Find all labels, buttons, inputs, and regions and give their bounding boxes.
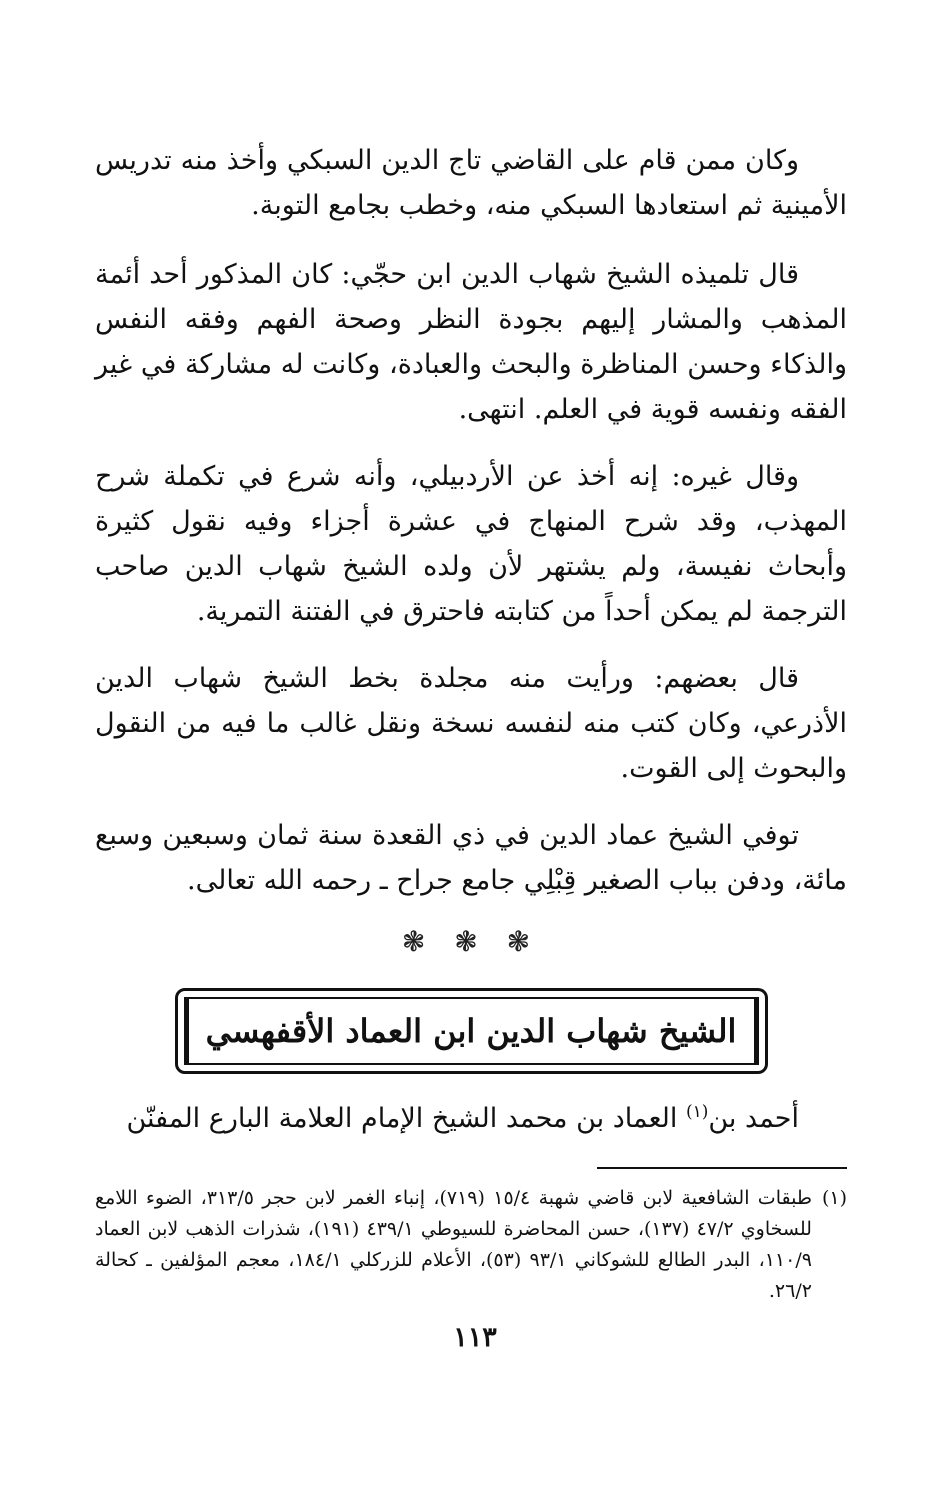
paragraph-1: وكان ممن قام على القاضي تاج الدين السبكي وأخذ منه تدريس الأمينية ثم استعادها السبكي منه، وخطب بجامع التوبة. xyxy=(95,145,847,221)
footnote-number: (١) xyxy=(821,1187,847,1209)
footnote-separator xyxy=(597,1167,847,1169)
section-title: الشيخ شهاب الدين ابن العماد الأقفهسي xyxy=(184,997,759,1065)
footnote xyxy=(95,1183,847,1307)
footnote-reference[interactable]: (١) xyxy=(685,1102,709,1122)
page-number: ١١٣ xyxy=(453,1322,497,1353)
page-body xyxy=(95,138,847,1307)
paragraph-2: قال تلميذه الشيخ شهاب الدين ابن حجّي: كان المذكور أحد أئمة المذهب والمشار إليهم بجودة النظر وصحة الفهم وفقه النفس والذكاء وحسن المناظرة والبحث والعبادة، وكانت له مشاركة في غير الفقه ونفسه قوية في العلم. انتهى. xyxy=(95,259,847,425)
footnote-text: طبقات الشافعية لابن قاضي شهبة ١٥/٤ (٧١٩)، إنباء الغمر لابن حجر ٣١٣/٥، الضوء اللامع للسخاوي ٤٧/٢ (١٣٧)، حسن المحاضرة للسيوطي ٤٣٩/١ (١٩١)، شذرات الذهب لابن العماد ١١٠/٩، البدر الطالع للشوكاني ٩٣/١ (٥٣)، الأعلام للزركلي ١٨٤/١، معجم المؤلفين ـ كحالة ٢٦/٢. xyxy=(95,1187,812,1302)
intro-text-start: أحمد بن xyxy=(708,1103,799,1134)
biography-intro xyxy=(95,1096,847,1141)
intro-text-end: العماد بن محمد الشيخ الإمام العلامة البارع المفنّن xyxy=(126,1103,686,1134)
paragraph-3: وقال غيره: إنه أخذ عن الأردبيلي، وأنه شرع في تكملة شرح المهذب، وقد شرح المنهاج في عشرة أجزاء وفيه نقول كثيرة وأبحاث نفيسة، ولم يشتهر لأن ولده الشيخ شهاب الدين صاحب الترجمة لم يمكن أحداً من كتابته فاحترق في الفتنة التمرية. xyxy=(95,461,847,627)
paragraph-4: قال بعضهم: ورأيت منه مجلدة بخط الشيخ شهاب الدين الأذرعي، وكان كتب منه لنفسه نسخة ونقل غالب ما فيه من النقول والبحوث إلى القوت. xyxy=(95,663,847,784)
ornament-divider: ❃ ❃ ❃ xyxy=(401,925,541,958)
section-title-frame xyxy=(175,988,768,1074)
paragraph-5: توفي الشيخ عماد الدين في ذي القعدة سنة ثمان وسبعين وسبع مائة، ودفن بباب الصغير قِبْلِي جامع جراح ـ رحمه الله تعالى. xyxy=(95,820,847,896)
